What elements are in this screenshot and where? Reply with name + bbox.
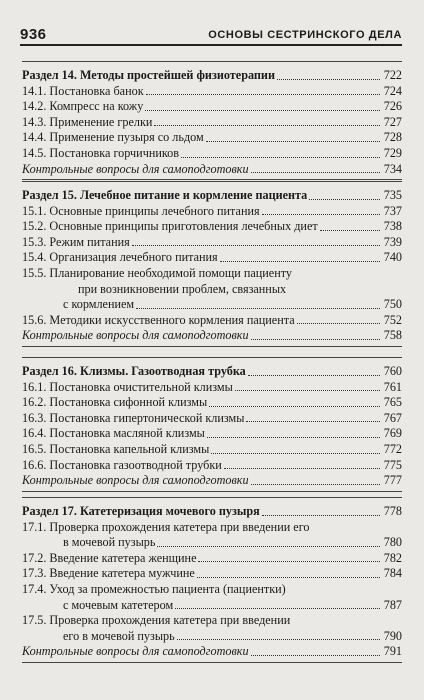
- page-ref: 738: [383, 219, 402, 234]
- toc-entry[interactable]: [22, 297, 402, 313]
- toc-entry[interactable]: [22, 146, 402, 162]
- leader-dots: [235, 390, 380, 391]
- page-ref: 772: [383, 441, 402, 456]
- entry-text: с кормлением: [63, 297, 135, 312]
- entry-text: с мочевым катетером: [63, 597, 174, 612]
- section-title: Раздел 16. Клизмы. Газоотводная трубка: [22, 364, 246, 378]
- toc-entry[interactable]: [22, 219, 402, 235]
- toc-section-16: [22, 357, 402, 492]
- entry-text: 16.4. Постановка масляной клизмы: [22, 426, 205, 441]
- entry-text-line: при возникновении проблем, связанных: [78, 281, 287, 296]
- leader-dots: [251, 339, 380, 340]
- page-ref: 775: [383, 457, 402, 472]
- entry-text: 15.6. Методики искусственного кормления пациента: [22, 312, 295, 327]
- entry-text: в мочевой пузырь: [63, 535, 156, 550]
- section-title: Раздел 15. Лечебное питание и кормление пациента: [22, 188, 308, 202]
- toc-entry[interactable]: [22, 442, 402, 458]
- entry-text: 16.1. Постановка очистительной клизмы: [22, 379, 233, 394]
- entry-text: 14.3. Применение грелки: [22, 114, 153, 129]
- page-header: [20, 22, 402, 46]
- leader-dots: [251, 172, 380, 173]
- leader-dots: [154, 125, 380, 126]
- leader-dots: [145, 110, 380, 111]
- entry-text: 16.6. Постановка газоотводной трубки: [22, 457, 222, 472]
- leader-dots: [177, 639, 380, 640]
- toc-entry[interactable]: [22, 235, 402, 251]
- toc-entry[interactable]: [22, 426, 402, 442]
- leader-dots: [277, 79, 380, 80]
- section-title: Раздел 17. Катетеризация мочевого пузыря: [22, 504, 260, 518]
- toc-entry[interactable]: [22, 598, 402, 614]
- page-ref: 765: [383, 395, 402, 410]
- leader-dots: [248, 375, 380, 376]
- entry-text: 14.4. Применение пузыря со льдом: [22, 130, 204, 145]
- leader-dots: [136, 308, 380, 309]
- leader-dots: [206, 141, 380, 142]
- page-ref: 724: [383, 83, 402, 98]
- page-ref: 780: [383, 535, 402, 550]
- leader-dots: [251, 484, 380, 485]
- leader-dots: [181, 157, 380, 158]
- page-ref: 735: [383, 188, 402, 202]
- section-title-row[interactable]: [22, 364, 402, 380]
- page-ref: 782: [383, 550, 402, 565]
- entry-text-line: 17.1. Проверка прохождения катетера при введении его: [22, 519, 310, 534]
- entry-text: 16.3. Постановка гипертонической клизмы: [22, 410, 245, 425]
- entry-text: 14.2. Компресс на кожу: [22, 99, 144, 114]
- page-number: 936: [20, 26, 47, 43]
- page-ref: 790: [383, 628, 402, 643]
- entry-text: 15.4. Организация лечебного питания: [22, 250, 218, 265]
- page-ref: 787: [383, 597, 402, 612]
- section-title-row[interactable]: [22, 68, 402, 84]
- entry-text: 16.2. Постановка сифонной клизмы: [22, 395, 208, 410]
- questions-entry[interactable]: [22, 473, 402, 489]
- leader-dots: [309, 199, 380, 200]
- page-ref: 739: [383, 234, 402, 249]
- page-ref: 784: [383, 566, 402, 581]
- toc-entry[interactable]: [22, 130, 402, 146]
- entry-text: Контрольные вопросы для самоподготовки: [22, 328, 249, 343]
- leader-dots: [211, 453, 380, 454]
- section-title-row[interactable]: [22, 504, 402, 520]
- toc-entry[interactable]: [22, 84, 402, 100]
- toc-entry[interactable]: [22, 411, 402, 427]
- toc-entry[interactable]: [22, 380, 402, 396]
- entry-text: Контрольные вопросы для самоподготовки: [22, 161, 249, 176]
- leader-dots: [207, 437, 380, 438]
- entry-text: 17.3. Введение катетера мужчине: [22, 566, 195, 581]
- entry-text: 16.5. Постановка капельной клизмы: [22, 441, 210, 456]
- entry-text: 17.2. Введение катетера женщине: [22, 550, 197, 565]
- toc-entry[interactable]: [22, 551, 402, 567]
- page-ref: 727: [383, 114, 402, 129]
- running-title: ОСНОВЫ СЕСТРИНСКОГО ДЕЛА: [208, 29, 402, 41]
- toc-entry[interactable]: [22, 313, 402, 329]
- questions-entry[interactable]: [22, 328, 402, 344]
- leader-dots: [198, 561, 380, 562]
- page-ref: 726: [383, 99, 402, 114]
- page-ref: 729: [383, 145, 402, 160]
- page-ref: 752: [383, 312, 402, 327]
- leader-dots: [246, 421, 380, 422]
- toc-entry[interactable]: [22, 566, 402, 582]
- page-ref: 767: [383, 410, 402, 425]
- entry-text: 14.1. Постановка банок: [22, 83, 144, 98]
- leader-dots: [297, 323, 380, 324]
- section-title-row[interactable]: [22, 188, 402, 204]
- page-ref: 734: [383, 161, 402, 176]
- page-ref: 758: [383, 328, 402, 343]
- entry-text: Контрольные вопросы для самоподготовки: [22, 473, 249, 488]
- leader-dots: [220, 261, 380, 262]
- page-ref: 722: [383, 68, 402, 82]
- leader-dots: [197, 577, 380, 578]
- leader-dots: [157, 546, 380, 547]
- page-ref: 740: [383, 250, 402, 265]
- page-ref: 791: [383, 644, 402, 659]
- questions-entry[interactable]: [22, 644, 402, 660]
- entry-text: 14.5. Постановка горчичников: [22, 145, 180, 160]
- toc-entry[interactable]: [22, 458, 402, 474]
- leader-dots: [262, 214, 380, 215]
- toc-section-17: [22, 497, 402, 663]
- page-ref: 761: [383, 379, 402, 394]
- page-ref: 737: [383, 203, 402, 218]
- leader-dots: [209, 406, 380, 407]
- page-ref: 769: [383, 426, 402, 441]
- page-ref: 750: [383, 297, 402, 312]
- entry-text: 15.3. Режим питания: [22, 234, 130, 249]
- entry-text-line: 17.5. Проверка прохождения катетера при введении: [22, 613, 291, 628]
- toc-entry[interactable]: [22, 535, 402, 551]
- toc-entry[interactable]: [22, 250, 402, 266]
- leader-dots: [175, 608, 380, 609]
- leader-dots: [224, 468, 380, 469]
- entry-text-line: 15.5. Планирование необходимой помощи пациенту: [22, 265, 292, 280]
- page-ref: 777: [383, 473, 402, 488]
- toc-section-14: [22, 61, 402, 180]
- leader-dots: [132, 245, 380, 246]
- page-ref: 728: [383, 130, 402, 145]
- leader-dots: [320, 230, 380, 231]
- entry-text-line: 17.4. Уход за промежностью пациента (пациентки): [22, 581, 286, 596]
- leader-dots: [251, 655, 380, 656]
- toc-entry[interactable]: [22, 115, 402, 131]
- toc-section-15: [22, 181, 402, 347]
- toc-entry[interactable]: [22, 629, 402, 645]
- leader-dots: [262, 515, 380, 516]
- page-ref: 760: [383, 364, 402, 378]
- toc-entry[interactable]: [22, 204, 402, 220]
- entry-text: Контрольные вопросы для самоподготовки: [22, 644, 249, 659]
- leader-dots: [146, 94, 380, 95]
- entry-text: 15.2. Основные принципы приготовления лечебных диет: [22, 219, 318, 234]
- questions-entry[interactable]: [22, 162, 402, 178]
- page-ref: 778: [383, 504, 402, 518]
- entry-text: 15.1. Основные принципы лечебного питания: [22, 203, 260, 218]
- toc-entry[interactable]: [22, 99, 402, 115]
- toc-entry[interactable]: [22, 395, 402, 411]
- section-title: Раздел 14. Методы простейшей физиотерапии: [22, 68, 275, 82]
- entry-text: его в мочевой пузырь: [63, 628, 175, 643]
